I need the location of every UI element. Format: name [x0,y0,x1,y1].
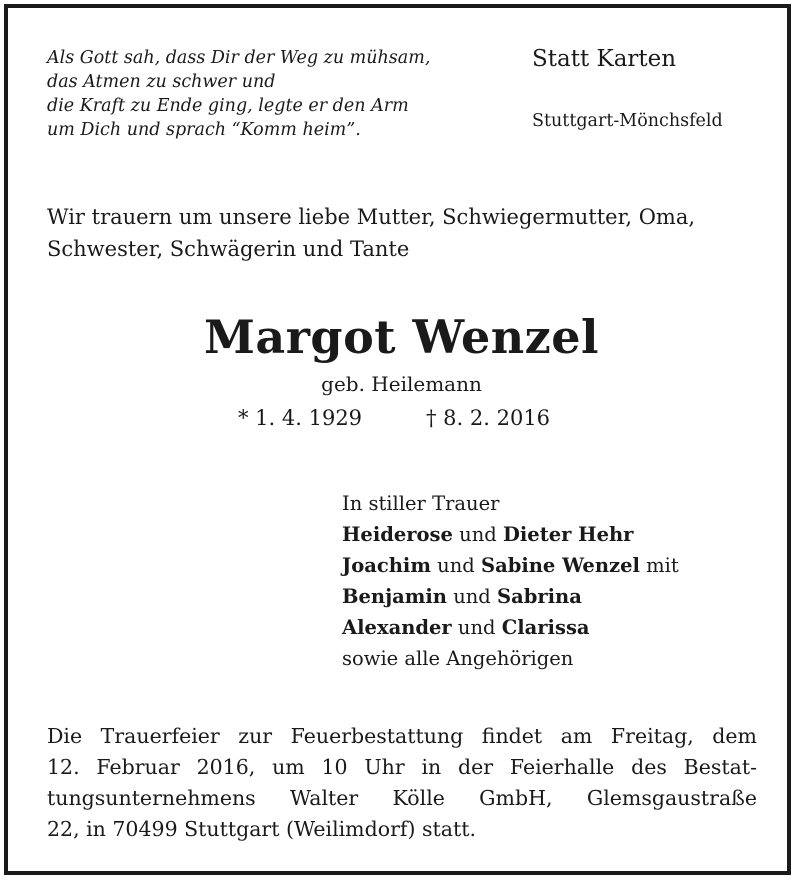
mourner-name: Alexander [342,616,452,639]
mourners-closing: sowie alle Angehörigen [342,647,574,670]
ceremony-text [47,721,757,845]
intro-text [47,201,695,265]
mourners-block [342,488,679,674]
mourner-row [342,581,679,612]
conjunction: und [457,616,496,639]
maiden-name: geb. Heilemann [321,372,482,396]
poem-line: Als Gott sah, dass Dir der Weg zu mühsam, [47,48,431,68]
obituary-notice [4,4,791,875]
mourner-name: Heiderose [342,523,453,546]
intro-line: Schwester, Schwägerin und Tante [47,237,410,261]
conjunction: und [459,523,497,546]
poem-line: das Atmen zu schwer und [47,72,276,92]
mourners-heading: In stiller Trauer [342,492,500,515]
mourner-name: Sabine Wenzel [480,554,640,577]
statt-karten-label: Statt Karten [532,46,677,72]
mourner-name: Dieter Hehr [502,523,634,546]
conjunction: mit [646,554,679,577]
mourner-name: Clarissa [501,616,590,639]
deceased-name: Margot Wenzel [203,310,600,364]
ceremony-line: Die Trauerfeier zur Feuerbestattung findet am Freitag, dem [47,724,757,748]
ceremony-line: 22, in 70499 Stuttgart (Weilimdorf) statt. [47,817,476,841]
ceremony-line: tungsunternehmens Walter Kölle GmbH, Glemsgaustraße [47,786,757,810]
poem-line: um Dich und sprach “Komm heim”. [47,120,361,140]
mourner-row [342,612,679,643]
poem [47,46,430,142]
mourner-row [342,550,679,581]
intro-line: Wir trauern um unsere liebe Mutter, Schwiegermutter, Oma, [47,205,696,229]
birth-date: * 1. 4. 1929 [238,406,363,430]
location-label: Stuttgart-Mönchsfeld [532,111,723,131]
conjunction: und [453,585,491,608]
ceremony-line: 12. Februar 2016, um 10 Uhr in der Feierhalle des Bestat- [47,755,757,779]
mourner-name: Sabrina [497,585,582,608]
poem-line: die Kraft zu Ende ging, legte er den Arm [47,96,409,116]
mourner-name: Joachim [342,554,431,577]
mourner-row [342,519,679,550]
mourner-name: Benjamin [342,585,447,608]
death-date: † 8. 2. 2016 [426,406,551,430]
conjunction: und [437,554,475,577]
